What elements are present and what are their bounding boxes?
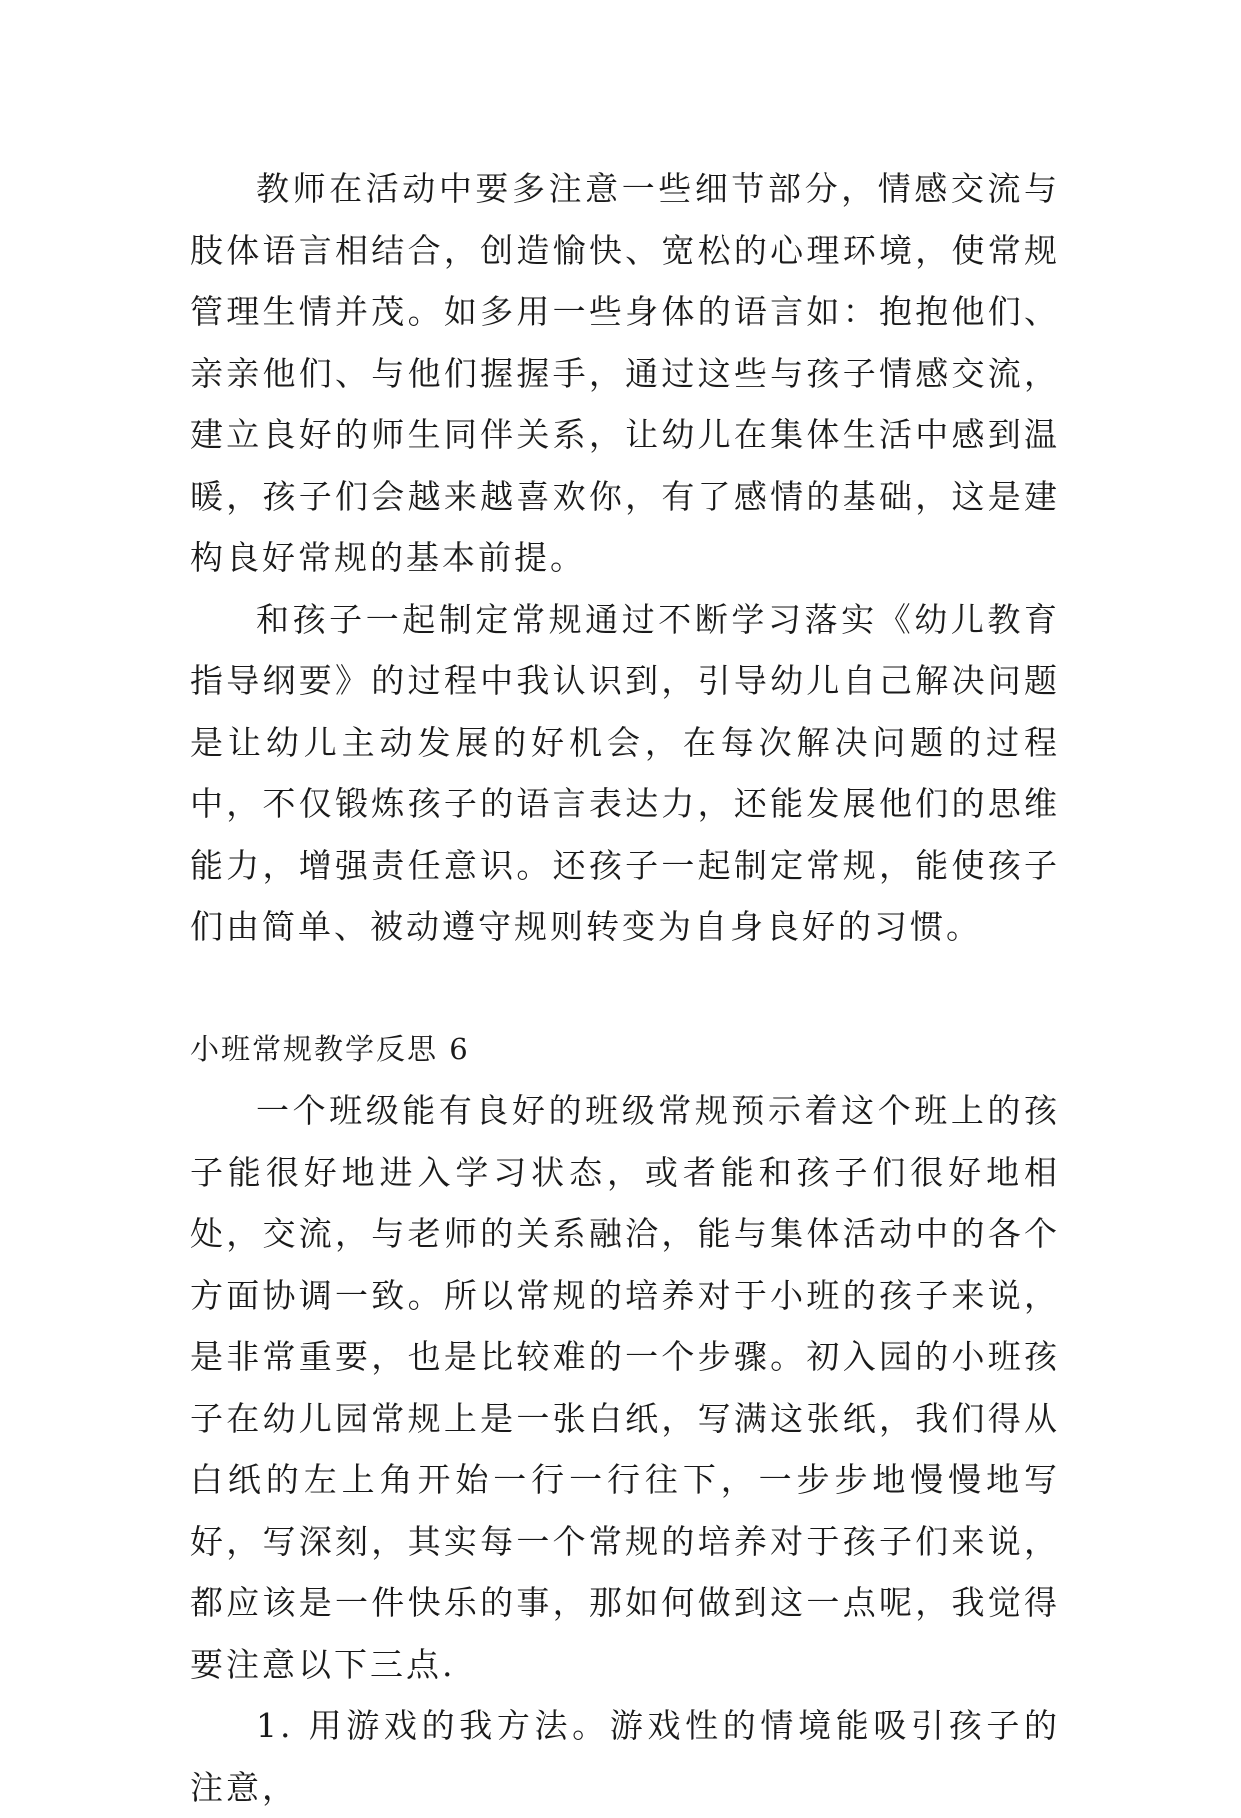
paragraph: 教师在活动中要多注意一些细节部分，情感交流与肢体语言相结合，创造愉快、宽松的心理环境，使常规管理生情并茂。如多用一些身体的语言如：抱抱他们、亲亲他们、与他们握握手，通过这些与孩子情感交流，建立良好的师生同伴关系，让幼儿在集体生活中感到温暖，孩子们会越来越喜欢你，有了感情的基础，这是建构良好常规的基本前提。 [190, 169, 1060, 577]
paragraph: 和孩子一起制定常规通过不断学习落实《幼儿教育指导纲要》的过程中我认识到，引导幼儿自己解决问题是让幼儿主动发展的好机会，在每次解决问题的过程中，不仅锻炼孩子的语言表达力，还能发展他们的思维能力，增强责任意识。还孩子一起制定常规，能使孩子们由简单、被动遵守规则转变为自身良好的习惯。 [190, 599, 1060, 946]
section-title: 小班常规教学反思 6 [190, 1031, 470, 1066]
paragraph: 一个班级能有良好的班级常规预示着这个班上的孩子能很好地进入学习状态，或者能和孩子们很好地相处，交流，与老师的关系融洽，能与集体活动中的各个方面协调一致。所以常规的培养对于小班的孩子来说，是非常重要，也是比较难的一个步骤。初入园的小班孩子在幼儿园常规上是一张白纸，写满这张纸，我们得从白纸的左上角开始一行一行往下，一步步地慢慢地写好，写深刻，其实每一个常规的培养对于孩子们来说，都应该是一件快乐的事，那如何做到这一点呢，我觉得要注意以下三点. [190, 1091, 1060, 1684]
document-body [190, 158, 1060, 1818]
paragraph: 1. 用游戏的我方法。游戏性的情境能吸引孩子的注意， [190, 1706, 1060, 1807]
